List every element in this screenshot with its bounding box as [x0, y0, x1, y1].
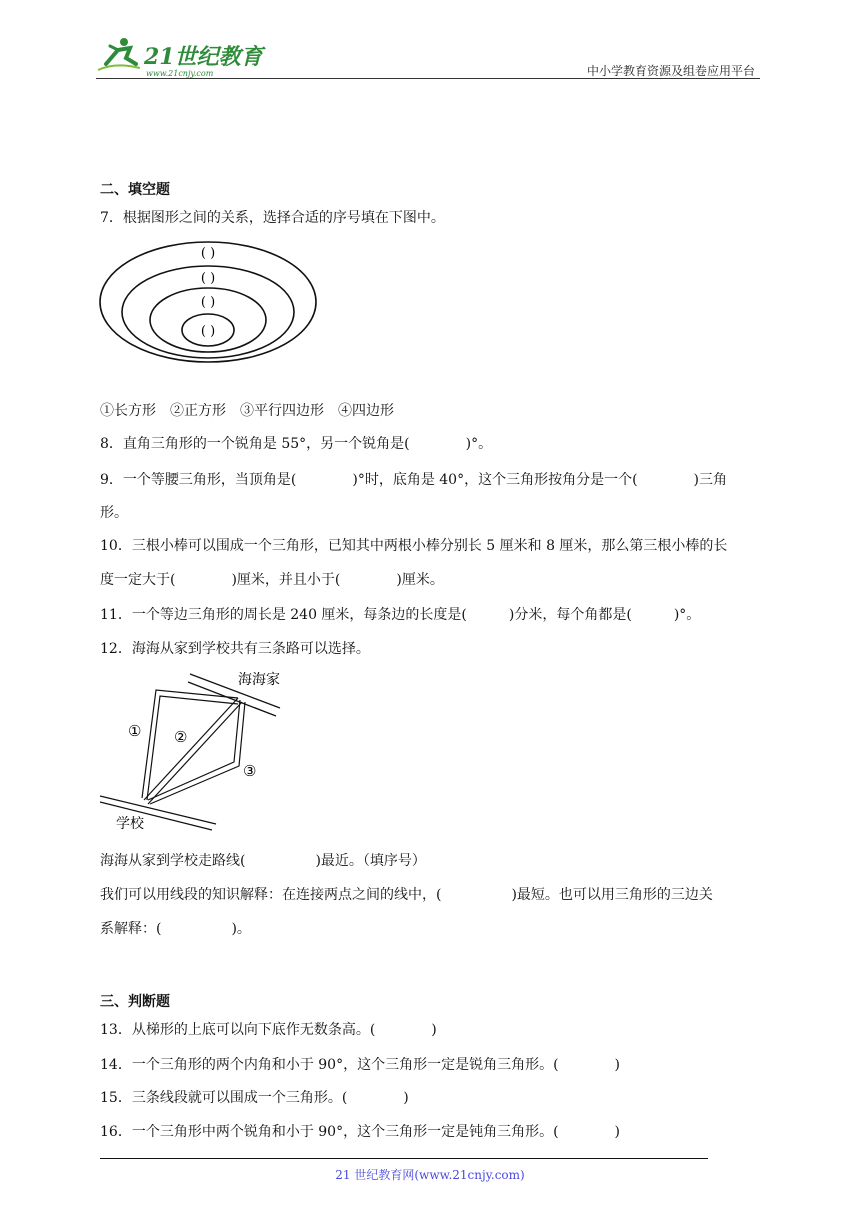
routes-diagram — [98, 666, 298, 838]
school-label: 学校 — [116, 816, 144, 832]
question-7-options: ①长方形 ②正方形 ③平行四边形 ④四边形 — [100, 403, 394, 419]
question-12-answer2-line1: 我们可以用线段的知识解释：在连接两点之间的线中，( )最短。也可以用三角形的三边关 — [100, 887, 713, 903]
question-15: 15．三条线段就可以围成一个三角形。( ) — [100, 1090, 409, 1106]
runner-logo-icon — [98, 38, 140, 70]
logo-url: www.21cnjy.com — [146, 69, 214, 78]
question-10-line1: 10．三根小棒可以围成一个三角形，已知其中两根小棒分别长 5 厘米和 8 厘米，那么第三根小棒的长 — [100, 538, 728, 554]
footer-text: 21 世纪教育网(www.21cnjy.com) — [335, 1168, 525, 1182]
question-12-answer1: 海海从家到学校走路线( )最近。（填序号） — [100, 853, 426, 869]
blank-second: ( ) — [200, 271, 216, 286]
section-title-judgement: 三、判断题 — [100, 994, 170, 1010]
blank-inner: ( ) — [200, 324, 216, 339]
route-3-label: ③ — [243, 762, 257, 780]
question-12-answer2-line2: 系解释：( )。 — [100, 921, 251, 937]
question-11: 11．一个等边三角形的周长是 240 厘米，每条边的长度是( )分米，每个角都是( )°。 — [100, 607, 701, 623]
question-9-line1: 9．一个等腰三角形，当顶角是( )°时，底角是 40°，这个三角形按角分是一个( )三角 — [100, 472, 728, 488]
question-13: 13．从梯形的上底可以向下底作无数条高。( ) — [100, 1022, 437, 1038]
site-logo — [96, 34, 266, 80]
route-2-path — [148, 702, 242, 804]
nested-ellipses-diagram — [98, 240, 322, 370]
question-14: 14．一个三角形的两个内角和小于 90°，这个三角形一定是锐角三角形。( ) — [100, 1057, 621, 1073]
question-10-line2: 度一定大于( )厘米，并且小于( )厘米。 — [100, 572, 444, 588]
question-8: 8．直角三角形的一个锐角是 55°，另一个锐角是( )°。 — [100, 436, 493, 452]
header-divider — [96, 78, 760, 79]
question-12: 12．海海从家到学校共有三条路可以选择。 — [100, 641, 370, 657]
blank-outer: ( ) — [200, 246, 216, 261]
home-label: 海海家 — [238, 672, 280, 688]
footer-divider — [100, 1158, 708, 1159]
question-7: 7．根据图形之间的关系，选择合适的序号填在下图中。 — [100, 210, 445, 226]
blank-third: ( ) — [200, 295, 216, 310]
question-9-line2: 形。 — [100, 505, 128, 521]
route-2-label: ② — [174, 728, 188, 746]
header-platform-name: 中小学教育资源及组卷应用平台 — [586, 64, 755, 78]
logo-text: 21世纪教育 — [144, 44, 263, 70]
route-3-path — [150, 702, 245, 804]
section-title-fill-blank: 二、填空题 — [100, 182, 170, 198]
question-16: 16．一个三角形中两个锐角和小于 90°，这个三角形一定是钝角三角形。( ) — [100, 1124, 621, 1140]
route-1-label: ① — [128, 722, 142, 740]
